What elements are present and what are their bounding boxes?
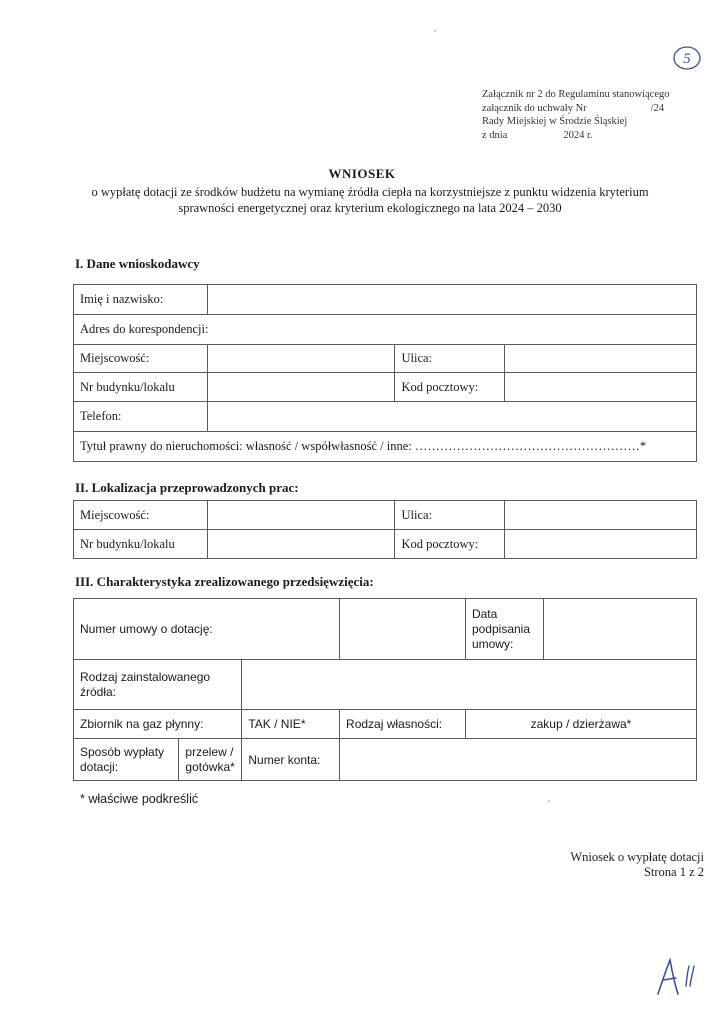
ownership-label: Rodzaj własności: bbox=[340, 710, 466, 739]
location-building-field[interactable] bbox=[207, 530, 395, 559]
building-field[interactable] bbox=[207, 373, 395, 402]
account-number-label: Numer konta: bbox=[242, 739, 340, 781]
footer-page-count: Strona 1 z 2 bbox=[643, 865, 704, 879]
page-number-text: 5 bbox=[683, 51, 691, 67]
document-title: WNIOSEK bbox=[328, 166, 396, 181]
location-building-label: Nr budynku/lokalu bbox=[74, 530, 208, 559]
location-postal-field[interactable] bbox=[505, 530, 697, 559]
annex-line-3: Rady Miejskiej w Środzie Śląskiej bbox=[482, 116, 628, 127]
section-3-heading: III. Charakterystyka zrealizowanego przedsięwzięcia: bbox=[75, 574, 374, 589]
source-type-label: Rodzaj zainstalowanego źródła: bbox=[74, 660, 242, 710]
location-city-label: Miejscowość: bbox=[74, 501, 208, 530]
section-1-heading: I. Dane wnioskodawcy bbox=[75, 256, 200, 271]
postal-label: Kod pocztowy: bbox=[395, 373, 505, 402]
address-field[interactable] bbox=[74, 315, 697, 345]
source-type-field[interactable] bbox=[242, 660, 697, 710]
city-label: Miejscowość: bbox=[74, 345, 208, 373]
scan-speck bbox=[548, 800, 550, 802]
footer-doc-name: Wniosek o wypłatę dotacji bbox=[570, 850, 704, 864]
contract-number-field[interactable] bbox=[340, 599, 466, 660]
account-number-field[interactable] bbox=[340, 739, 697, 781]
payment-method-options[interactable]: przelew / gotówka* bbox=[179, 739, 242, 781]
document-subtitle: o wypłatę dotacji ze środków budżetu na wymianę źródła ciepła na korzystniejsze z punktu widzenia kryterium sprawności energetycznej oraz kryterium ekologicznego na lata 2024 – 2030 bbox=[91, 185, 649, 215]
scan-speck bbox=[434, 30, 436, 32]
handwritten-signature bbox=[654, 956, 714, 1000]
annex-line-4-text: z dnia bbox=[482, 129, 508, 141]
contract-number-label: Numer umowy o dotację: bbox=[74, 599, 340, 660]
project-table bbox=[73, 598, 697, 781]
annex-line-4-year: 2024 r. bbox=[563, 129, 593, 141]
annex-line-1: Załącznik nr 2 do Regulaminu stanowiącego bbox=[482, 89, 670, 100]
page-footer bbox=[570, 850, 704, 880]
sign-date-field[interactable] bbox=[544, 599, 697, 660]
annex-line-2-text: załącznik do uchwały Nr bbox=[482, 102, 587, 114]
location-street-label: Ulica: bbox=[395, 501, 505, 530]
address-label: Adres do korespondencji: bbox=[80, 322, 209, 336]
annex-header bbox=[482, 88, 669, 142]
ownership-options[interactable]: zakup / dzierżawa* bbox=[465, 710, 696, 739]
name-field[interactable] bbox=[207, 285, 696, 315]
location-city-field[interactable] bbox=[207, 501, 395, 530]
location-street-field[interactable] bbox=[505, 501, 697, 530]
footnote: * właściwe podkreślić bbox=[80, 792, 199, 806]
street-label: Ulica: bbox=[395, 345, 505, 373]
postal-field[interactable] bbox=[505, 373, 697, 402]
applicant-table bbox=[73, 284, 697, 462]
street-field[interactable] bbox=[505, 345, 697, 373]
section-2-heading: II. Lokalizacja przeprowadzonych prac: bbox=[75, 480, 299, 495]
legal-title-field[interactable] bbox=[74, 432, 697, 462]
phone-label: Telefon: bbox=[74, 402, 208, 432]
annex-line-4 bbox=[482, 129, 669, 143]
location-postal-label: Kod pocztowy: bbox=[395, 530, 505, 559]
name-label: Imię i nazwisko: bbox=[74, 285, 208, 315]
location-table bbox=[73, 500, 697, 559]
gas-tank-options[interactable]: TAK / NIE* bbox=[242, 710, 340, 739]
city-field[interactable] bbox=[207, 345, 395, 373]
phone-field[interactable] bbox=[207, 402, 696, 432]
page-number-mark bbox=[672, 44, 702, 72]
sign-date-label: Data podpisania umowy: bbox=[465, 599, 543, 660]
gas-tank-label: Zbiornik na gaz płynny: bbox=[74, 710, 242, 739]
legal-title-label: Tytuł prawny do nieruchomości: własność / współwłasność / inne: ………………………………………………* bbox=[80, 439, 647, 453]
payment-method-label: Sposób wypłaty dotacji: bbox=[74, 739, 179, 781]
building-label: Nr budynku/lokalu bbox=[74, 373, 208, 402]
annex-line-2-number: /24 bbox=[650, 102, 665, 114]
annex-line-2 bbox=[482, 102, 669, 116]
